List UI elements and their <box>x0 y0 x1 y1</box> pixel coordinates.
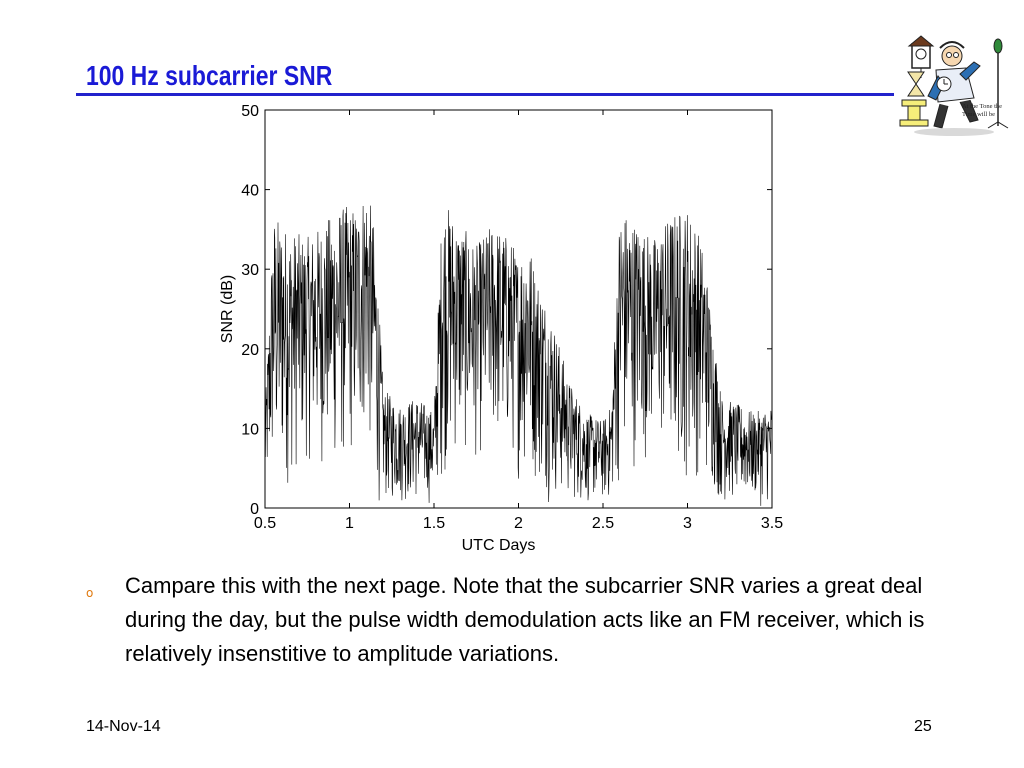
slide-title: 100 Hz subcarrier SNR <box>86 60 333 91</box>
logo-caption-line: Time will be <box>962 111 995 118</box>
y-tick-label: 20 <box>241 341 259 359</box>
y-tick-label: 40 <box>241 182 259 200</box>
footer-date: 14-Nov-14 <box>86 718 161 735</box>
x-tick-label: 3.5 <box>760 515 784 532</box>
x-tick-label: 2 <box>514 515 523 532</box>
page-number: 25 <box>914 718 932 735</box>
logo-caption-line: At the Tone the <box>962 103 1003 110</box>
snr-series-line <box>265 206 772 506</box>
clock-mascot-icon <box>894 34 1024 138</box>
y-tick-label: 30 <box>241 262 259 280</box>
x-tick-label: 3 <box>683 515 692 532</box>
y-axis-label: SNR (dB) <box>219 274 236 344</box>
x-tick-label: 1.5 <box>422 515 446 532</box>
x-axis-label: UTC Days <box>461 537 536 554</box>
y-tick-label: 10 <box>241 421 259 439</box>
x-tick-label: 2.5 <box>591 515 615 532</box>
x-tick-label: 0.5 <box>253 515 277 532</box>
x-tick-label: 1 <box>345 515 354 532</box>
logo-caption <box>962 103 1022 119</box>
bullet-marker: o <box>86 586 94 600</box>
bullet-text: Campare this with the next page. Note that the subcarrier SNR varies a great deal during the day, but the pulse width demodulation acts like an FM receiver, which is relatively insenstitive to amplitude variations. <box>125 573 925 666</box>
y-tick-label: 0 <box>250 501 259 518</box>
y-tick-label: 50 <box>241 103 259 120</box>
title-underline <box>76 93 894 96</box>
snr-chart <box>210 98 800 560</box>
